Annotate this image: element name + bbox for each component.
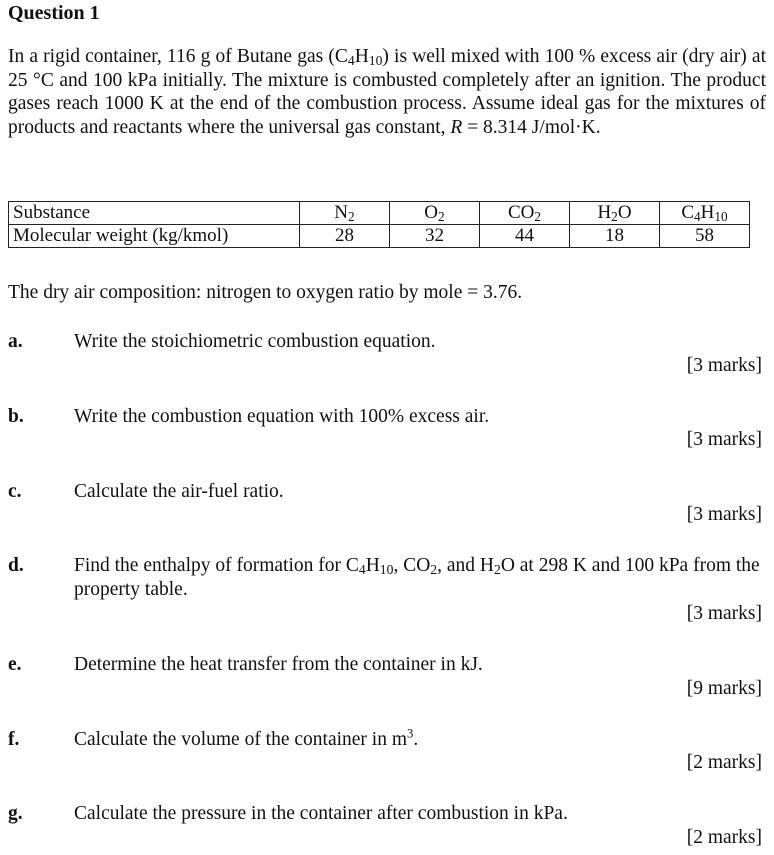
value-o2: 32 <box>390 225 480 248</box>
part-d-marks: [3 marks] <box>686 603 762 624</box>
value-c4h10: 58 <box>660 225 750 248</box>
part-b-letter: b. <box>8 406 24 427</box>
part-e-marks: [9 marks] <box>686 678 762 699</box>
value-co2: 44 <box>480 225 570 248</box>
part-c-letter: c. <box>8 481 22 502</box>
part-f-marks: [2 marks] <box>686 752 762 773</box>
col-n2: $N_2$ <box>300 202 390 225</box>
part-c-text: Calculate the air-fuel ratio. <box>74 481 284 502</box>
part-e-text: Determine the heat transfer from the container in kJ. <box>74 654 483 675</box>
col-o2: $O_2$ <box>390 202 480 225</box>
part-e-letter: e. <box>8 654 22 675</box>
col-c4h10: $C_4H_{10}$ <box>660 202 750 225</box>
table-header-row <box>9 202 750 225</box>
part-a-letter: a. <box>8 331 23 352</box>
part-d-letter: d. <box>8 555 24 576</box>
dry-air-note: The dry air composition: nitrogen to oxygen ratio by mole = 3.76. <box>8 282 523 303</box>
gas-constant-symbol: R <box>450 116 463 138</box>
molecular-weight-table <box>8 201 750 248</box>
part-g-text: Calculate the pressure in the container after combustion in kPa. <box>74 803 568 824</box>
part-g-marks: [2 marks] <box>686 827 762 848</box>
part-b-marks: [3 marks] <box>686 429 762 450</box>
part-c-marks: [3 marks] <box>686 504 762 525</box>
problem-statement: In a rigid container, 116 g of Butane gas $(C_4H_{10})$ is well mixed with 100 % excess air (dry air) at 25 °C and 100 kPa initially. The mixture is combusted completely after an ignition. The product gases reach 1000 K at the end of the combustion process. Assume ideal gas for the mixtures of products and reactants where the universal gas constant, R = 8.314 J/mol·K. <box>8 46 766 138</box>
col-h2o: $H_2O$ <box>570 202 660 225</box>
molecular-weight-label: Molecular weight (kg/kmol) <box>9 225 300 248</box>
value-n2: 28 <box>300 225 390 248</box>
part-f-letter: f. <box>8 729 20 750</box>
question-title: Question 1 <box>8 2 100 24</box>
part-a-text: Write the stoichiometric combustion equation. <box>74 331 436 352</box>
value-h2o: 18 <box>570 225 660 248</box>
part-d-text: Find the enthalpy of formation for $C_4H_{10}$, $CO_2$, and $H_2O$ at 298 K and 100 kPa from the property table. <box>74 555 760 600</box>
part-a-marks: [3 marks] <box>686 355 762 376</box>
table-value-row <box>9 225 750 248</box>
substance-label: Substance <box>9 202 300 225</box>
part-g-letter: g. <box>8 803 23 824</box>
col-co2: $CO_2$ <box>480 202 570 225</box>
part-b-text: Write the combustion equation with 100% excess air. <box>74 406 490 427</box>
part-f-text: Calculate the volume of the container in $m^3$. <box>74 726 419 750</box>
